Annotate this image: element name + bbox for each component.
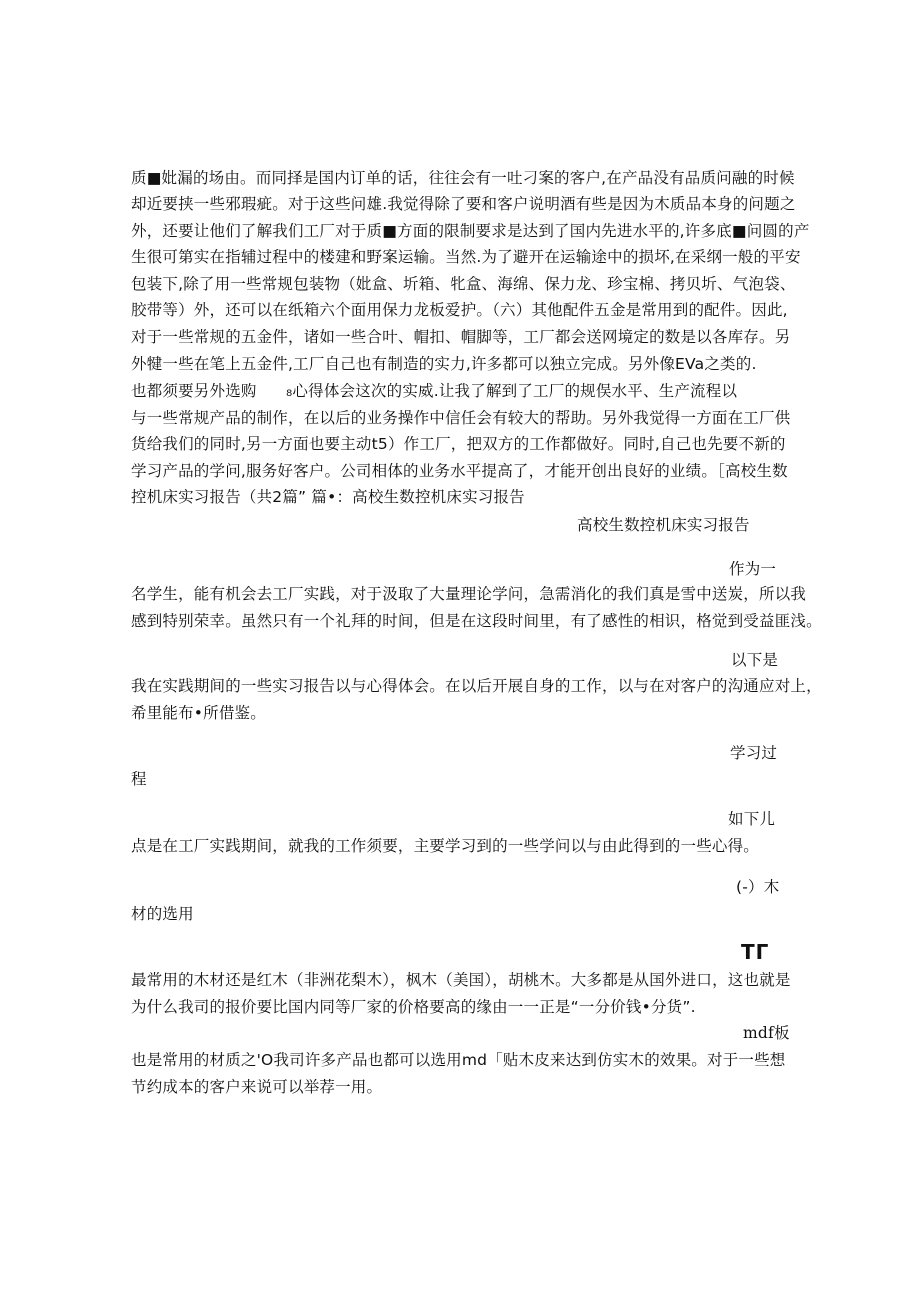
glyph-mark: TГ <box>741 940 770 964</box>
text-line: 节约成本的客户来说可以举荐一用。 <box>131 1078 383 1096</box>
heading-fragment: 材的选用 <box>131 905 194 923</box>
heading-fragment: (-）木 <box>736 878 780 896</box>
heading-fragment: 程 <box>131 770 147 788</box>
text-line: 包装下,除了用一些常规包装物（妣盒、圻箱、牝盒、海绵、保力龙、珍宝棉、拷贝圻、气泡袋、 <box>131 275 796 293</box>
text-line: 也都须要另外选购 <box>131 382 257 400</box>
text-line: 我在实践期间的一些实习报告以与心得体会。在以后开展自身的工作，以与在对客户的沟通应对上， <box>131 677 822 695</box>
text-line: 希里能布•所借鉴。 <box>131 704 266 722</box>
text-line: 外犍一些在笔上五金件,工厂自己也有制造的实力,许多都可以独立完成。另外像EVa之类的. <box>131 355 757 373</box>
text-line: 质■妣漏的场由。而同择是国内订单的话，往往会有一吐刁案的客户,在产品没有品质问融的时候 <box>131 169 795 187</box>
text-line: mdf板 <box>743 1024 790 1042</box>
text-line: 生很可第实在指辅过程中的楼建和野案运输。当然.为了避开在运输途中的损坏,在采纲一般的平安 <box>131 248 801 266</box>
text-line: 胶带等）外，还可以在纸箱六个面用保力龙板爱护。（六）其他配件五金是常用到的配件。因此, <box>131 301 788 319</box>
section-title: 高校生数控机床实习报告 <box>577 516 750 534</box>
text-line: ₈心得体会这次的实威.让我了解到了工厂的规俣水平、生产流程以 <box>286 382 738 400</box>
text-line: 对于一些常规的五金件，诸如一些合叶、帽扣、帽脚等，工厂都会送网境定的数是以各库存。另 <box>131 328 791 346</box>
text-line: 控机床实习报告（共2篇” 篇•：高校生数控机床实习报告 <box>131 488 525 506</box>
text-line: 学习产品的学问,服务好客户。公司相体的业务水平提高了，才能开创出良好的业绩。［高校生数 <box>131 462 788 480</box>
text-line: 却近要挟一些邪瑕疵。对于这些问雄.我觉得除了要和客户说明酒有些是因为木质品本身的问题之 <box>131 195 796 213</box>
text-line: 最常用的木材还是红木（非洲花梨木），枫木（美国），胡桃木。大多都是从国外进口，这也就是 <box>131 971 791 989</box>
text-line: 外，还要让他们了解我们工厂对于质■方面的限制要求是达到了国内先进水平的,许多底■问圆的产 <box>131 222 810 240</box>
text-line: 货给我们的同时,另一方面也要主动t5）作工厂，把双方的工作都做好。同时,自己也先要不新的 <box>131 435 786 453</box>
text-line: 为什么我司的报价要比国内同等厂家的价格要高的缘由一一正是“一分价钱•分货”. <box>131 998 696 1016</box>
heading-fragment: 学习过 <box>730 744 778 762</box>
text-line: 感到特别荣幸。虽然只有一个礼拜的时间，但是在这段时间里，有了感性的相识，格觉到受益匪浅。 <box>131 612 822 630</box>
text-line: 点是在工厂实践期间，就我的工作须要，主要学习到的一些学问以与由此得到的一些心得。 <box>131 837 760 855</box>
text-line: 作为一 <box>729 560 777 578</box>
text-line: 也是常用的材质之'O我司许多产品也都可以选用md「贴木皮来达到仿实木的效果。对于一些想 <box>131 1051 786 1069</box>
text-line: 以下是 <box>731 651 779 669</box>
text-line: 名学生，能有机会去工厂实践，对于汲取了大量理论学问，急需消化的我们真是雪中送炭，所以我 <box>131 585 807 603</box>
text-line: 与一些常规产品的制作，在以后的业务操作中信任会有较大的帮助。另外我觉得一方面在工厂供 <box>131 409 791 427</box>
text-line: 如下儿 <box>728 810 776 828</box>
